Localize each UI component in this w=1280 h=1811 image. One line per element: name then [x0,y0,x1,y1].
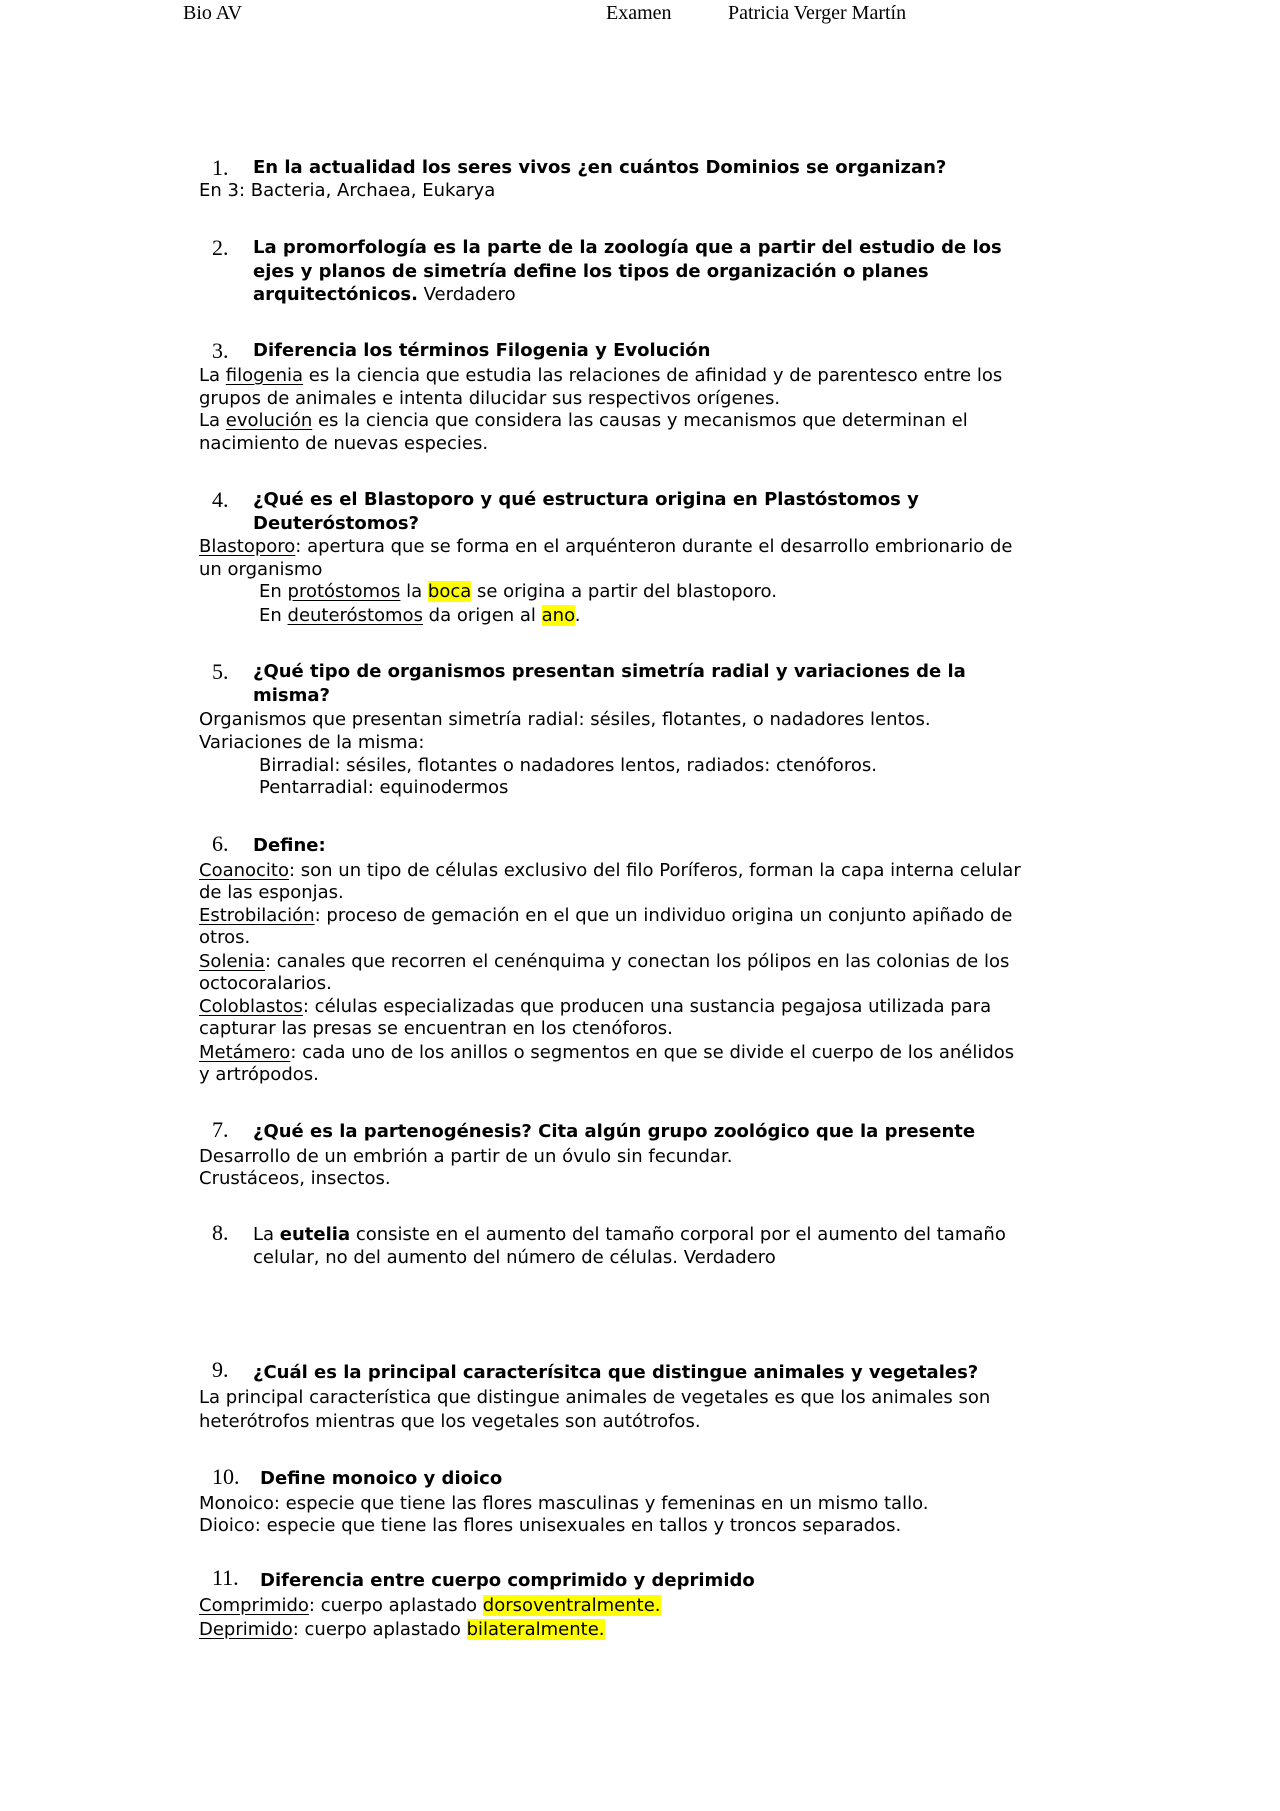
question-5-line-1: ¿Qué tipo de organismos presentan simetría radial y variaciones de la [253,661,966,682]
question-9: ¿Cuál es la principal caracterísitca que distingue animales y vegetales? [253,1362,979,1383]
question-2-line-2: ejes y planos de simetría define los tipos de organización o planes [253,261,929,282]
text: : cada uno de los anillos o segmentos en que se divide el cuerpo de los anélidos [290,1042,1015,1063]
definition-coanocito [199,859,1021,883]
answer-4-line-2: un organismo [199,559,323,580]
answer-5-line-2: Variaciones de la misma: [199,732,425,753]
question-number-11: 11. [212,1565,239,1590]
term-blastoporo: Blastoporo [199,536,296,557]
text: : son un tipo de células exclusivo del filo Poríferos, forman la capa interna celular [289,860,1021,881]
answer-10-dioico: Dioico: especie que tiene las flores unisexuales en tallos y troncos separados. [199,1515,902,1536]
term-coloblastos: Coloblastos [199,996,303,1017]
term-evolucion: evolución [225,410,313,431]
answer-7-line-1: Desarrollo de un embrión a partir de un óvulo sin fecundar. [199,1146,733,1167]
definition-coanocito-cont: de las esponjas. [199,882,344,903]
term-comprimido: Comprimido [199,1595,309,1616]
text: : apertura que se forma en el arquénteron durante el desarrollo embrionario de [295,536,1013,557]
question-2-bold: arquitectónicos. [253,284,418,305]
question-10: Define monoico y dioico [260,1468,503,1489]
text: la [400,581,428,602]
text: se origina a partir del blastoporo. [471,581,777,602]
answer-1: En 3: Bacteria, Archaea, Eukarya [199,180,496,201]
highlight-dorsoventralmente: dorsoventralmente. [482,1595,661,1616]
answer-4-line-1 [199,535,1012,559]
term-solenia: Solenia [199,951,265,972]
definition-coloblastos-cont: capturar las presas se encuentran en los ctenóforos. [199,1018,673,1039]
answer-9-line-1: La principal característica que distingue animales de vegetales es que los animales son [199,1387,991,1408]
statement-8-line-2: celular, no del aumento del número de células. Verdadero [253,1247,776,1268]
definition-solenia-cont: octocoralarios. [199,973,332,994]
answer-3-line-1 [199,364,1002,388]
highlight-ano: ano [541,605,575,626]
text: La [199,410,226,431]
text: consiste en el aumento del tamaño corporal por el aumento del tamaño [350,1224,1006,1245]
answer-3-line-2: grupos de animales e intenta dilucidar sus respectivos orígenes. [199,388,781,409]
answer-5-line-1: Organismos que presentan simetría radial: sésiles, flotantes, o nadadores lentos. [199,709,931,730]
question-number-7: 7. [212,1117,229,1142]
definition-solenia [199,950,1009,974]
answer-7-line-2: Crustáceos, insectos. [199,1168,391,1189]
header-course: Bio AV [183,2,243,24]
answer-11-deprimido [199,1618,605,1642]
answer-4-protostomos [259,580,777,604]
term-filogenia: filogenia [225,365,304,386]
text: En [259,605,288,626]
question-number-8: 8. [212,1220,229,1245]
definition-coloblastos [199,995,991,1019]
text: En [259,581,288,602]
text: es la ciencia que considera las causas y mecanismos que determinan el [312,410,968,431]
text: . [574,605,581,626]
answer-5-pentarradial: Pentarradial: equinodermos [259,777,509,798]
question-6: Define: [253,835,326,856]
text: La [253,1224,280,1245]
answer-9-line-2: heterótrofos mientras que los vegetales son autótrofos. [199,1411,701,1432]
term-estrobilacion: Estrobilación [199,905,315,926]
text: : cuerpo aplastado [292,1619,467,1640]
answer-4-deuterostomos [259,604,581,628]
highlight-bilateralmente: bilateralmente. [466,1619,605,1640]
text: es la ciencia que estudia las relaciones de afinidad y de parentesco entre los [303,365,1003,386]
definition-metamero [199,1041,1014,1065]
definition-estrobilacion [199,904,1013,928]
text: : cuerpo aplastado [308,1595,483,1616]
answer-5-birradial: Birradial: sésiles, flotantes o nadadores lentos, radiados: ctenóforos. [259,755,877,776]
question-2-line-1: La promorfología es la parte de la zoología que a partir del estudio de los [253,237,1002,258]
question-7: ¿Qué es la partenogénesis? Cita algún grupo zoológico que la presente [253,1121,976,1142]
text: : canales que recorren el cenénquima y conectan los pólipos en las colonias de los [264,951,1010,972]
term-protostomos: protóstomos [287,581,401,602]
header-title: Examen [606,2,672,24]
question-number-6: 6. [212,831,229,856]
question-4-line-1: ¿Qué es el Blastoporo y qué estructura origina en Plastóstomos y [253,489,919,510]
question-3: Diferencia los términos Filogenia y Evolución [253,340,711,361]
text: : células especializadas que producen una sustancia pegajosa utilizada para [302,996,992,1017]
highlight-boca: boca [427,581,472,602]
answer-10-monoico: Monoico: especie que tiene las flores masculinas y femeninas en un mismo tallo. [199,1493,929,1514]
answer-3-line-4: nacimiento de nuevas especies. [199,433,489,454]
term-deprimido: Deprimido [199,1619,293,1640]
question-4-line-2: Deuteróstomos? [253,513,419,534]
header-author: Patricia Verger Martín [728,2,907,24]
question-5-line-2: misma? [253,685,330,706]
answer-3-line-3 [199,409,968,433]
definition-estrobilacion-cont: otros. [199,927,251,948]
statement-8-line-1 [253,1223,1006,1247]
question-number-5: 5. [212,659,229,684]
term-metamero: Metámero [199,1042,291,1063]
term-deuterostomos: deuteróstomos [287,605,423,626]
answer-2: Verdadero [417,284,516,305]
definition-metamero-cont: y artrópodos. [199,1064,319,1085]
question-number-10: 10. [212,1464,240,1489]
text: : proceso de gemación en el que un individuo origina un conjunto apiñado de [314,905,1013,926]
question-number-1: 1. [212,155,229,180]
text: da origen al [422,605,542,626]
question-2-line-3 [253,283,516,307]
question-number-3: 3. [212,338,229,363]
term-eutelia: eutelia [279,1224,351,1245]
question-11: Diferencia entre cuerpo comprimido y deprimido [260,1570,755,1591]
question-number-9: 9. [212,1357,229,1382]
text: La [199,365,226,386]
question-1: En la actualidad los seres vivos ¿en cuántos Dominios se organizan? [253,157,947,178]
term-coanocito: Coanocito [199,860,289,881]
question-number-2: 2. [212,235,229,260]
question-number-4: 4. [212,487,229,512]
answer-11-comprimido [199,1594,661,1618]
